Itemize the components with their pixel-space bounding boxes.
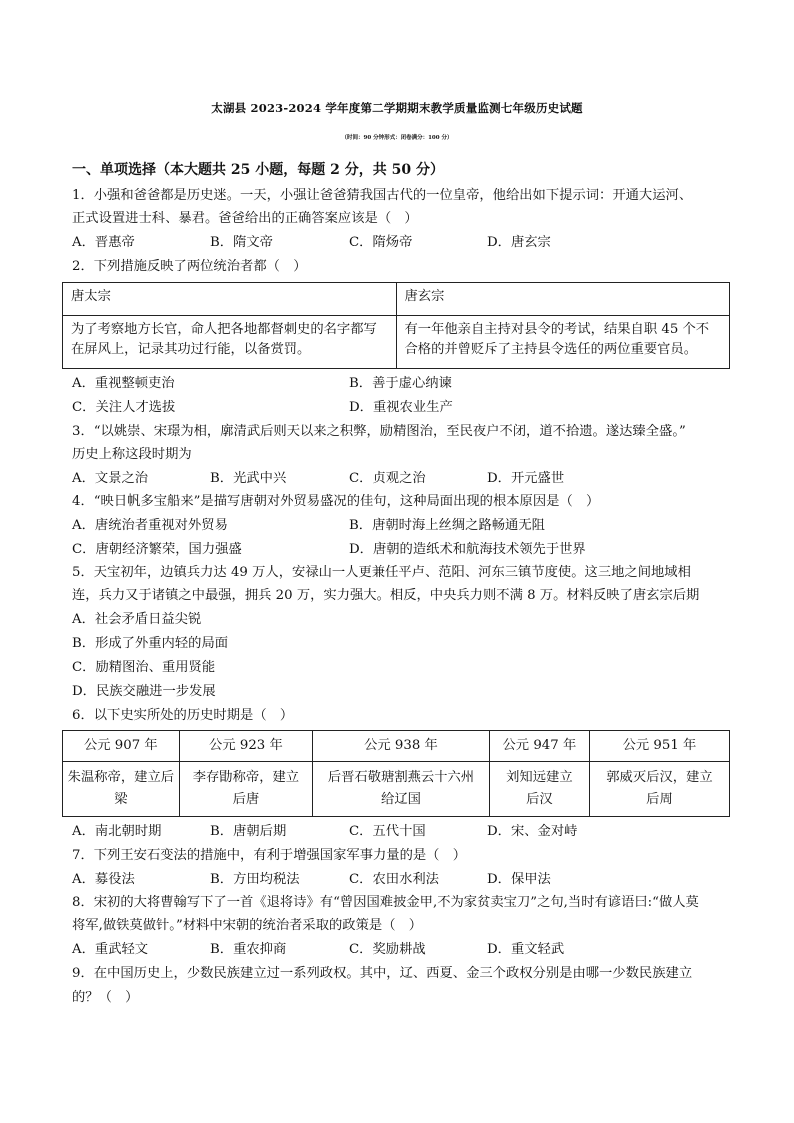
option-c: C．五代十国: [349, 824, 426, 839]
option-a: A．社会矛盾日益尖锐: [72, 612, 202, 627]
question-text: 6．以下史实所处的历史时期是（ ）: [72, 708, 294, 723]
option-b: B．隋文帝: [210, 235, 273, 250]
event-cell: [589, 762, 729, 817]
option-d: D．重文轻武: [487, 942, 565, 957]
event-text: 后唐: [232, 792, 260, 807]
question-text: 2．下列措施反映了两位统治者都（ ）: [72, 259, 307, 274]
question-text: 9．在中国历史上，少数民族建立过一系列政权。其中，辽、西夏、金三个政权分别是由哪一少数民族建立: [72, 966, 693, 981]
table-row: [63, 316, 730, 369]
question-text: 正式设置进士科、暴君。爸爸给出的正确答案应该是（ ）: [72, 211, 418, 226]
option-d: D．唐玄宗: [487, 235, 551, 250]
option-a: A．唐统治者重视对外贸易: [72, 518, 228, 533]
section-heading: 一、单项选择（本大题共 25 小题，每题 2 分，共 50 分）: [72, 162, 444, 178]
option-d: D．唐朝的造纸术和航海技术领先于世界: [349, 542, 586, 557]
option-d: D．保甲法: [487, 872, 551, 887]
question-text: 4．“映日帆多宝船来”是描写唐朝对外贸易盛况的佳句，这种局面出现的根本原因是（ ）: [72, 494, 600, 509]
question-text: 3．“以姚崇、宋璟为相，廓清武后则天以来之积弊，励精图治，至民夜户不闭，道不拾遗。遂达臻全盛。”: [72, 424, 686, 439]
year-cell: 公元 923 年: [179, 731, 312, 762]
event-text: 刘知远建立: [506, 770, 573, 785]
table-row: [63, 731, 730, 762]
year-cell: 公元 907 年: [63, 731, 180, 762]
event-text: 梁: [114, 792, 128, 807]
option-c: C．隋炀帝: [349, 235, 413, 250]
question-text: 历史上称这段时期为: [72, 447, 192, 462]
option-c: C．励精图治、重用贤能: [72, 660, 216, 675]
option-a: A．重武轻文: [72, 942, 149, 957]
table-row: [63, 762, 730, 817]
question-text: 8．宋初的大将曹翰写下了一首《退将诗》有“曾因国难披金甲,不为家贫卖宝刀”之句,当时有谚语曰:“做人莫: [72, 895, 699, 910]
year-cell: 公元 938 年: [313, 731, 490, 762]
option-c: C．贞观之治: [349, 471, 426, 486]
question-text: 将军,做铁莫做针。”材料中宋朝的统治者采取的政策是（ ）: [72, 918, 423, 933]
option-c: C．奖励耕战: [349, 942, 426, 957]
table-header-cell: 唐玄宗: [396, 283, 730, 316]
timeline-table: [62, 730, 730, 817]
event-cell: [489, 762, 589, 817]
option-c: C．唐朝经济繁荣，国力强盛: [72, 542, 242, 557]
table-cell: 有一年他亲自主持对县令的考试，结果自职 45 个不合格的并曾贬斥了主持县令选任的两位重要官员。: [396, 316, 730, 369]
option-a: A．南北朝时期: [72, 824, 162, 839]
table-cell: 为了考察地方长官，命人把各地都督刺史的名字都写在屏风上，记录其功过行能，以备赏罚。: [63, 316, 397, 369]
option-b: B．方田均税法: [210, 872, 300, 887]
option-d: D．重视农业生产: [349, 400, 453, 415]
table-header-cell: 唐太宗: [63, 283, 397, 316]
exam-title: 太湖县 2023-2024 学年度第二学期期末教学质量监测七年级历史试题: [211, 101, 583, 115]
option-b: B．重农抑商: [210, 942, 287, 957]
option-a: A．募役法: [72, 872, 135, 887]
year-cell: 公元 951 年: [589, 731, 729, 762]
option-a: A．重视整顿吏治: [72, 376, 175, 391]
event-text: 后晋石敬瑭割燕云十六州: [327, 770, 475, 785]
option-b: B．形成了外重内轻的局面: [72, 636, 229, 651]
question-text: 的？（ ）: [72, 990, 139, 1005]
question-text: 5．天宝初年，边镇兵力达 49 万人，安禄山一人更兼任平卢、范阳、河东三镇节度使。这三地之间地域相: [72, 565, 691, 580]
question-text: 1．小强和爸爸都是历史迷。一天，小强让爸爸猜我国古代的一位皇帝，他给出如下提示词：开通大运河、: [72, 188, 693, 203]
option-a: A．晋惠帝: [72, 235, 135, 250]
option-b: B．唐朝后期: [210, 824, 287, 839]
event-text: 郭威灭后汉，建立: [606, 770, 713, 785]
option-c: C．关注人才选拔: [72, 400, 176, 415]
question-text: 连，兵力又于诸镇之中最强，拥兵 20 万，实力强大。相反，中央兵力则不满 8 万。材料反映了唐玄宗后期: [72, 588, 700, 603]
year-cell: 公元 947 年: [489, 731, 589, 762]
option-c: C．农田水利法: [349, 872, 439, 887]
question-text: 7．下列王安石变法的措施中，有利于增强国家军事力量的是（ ）: [72, 848, 467, 863]
option-a: A．文景之治: [72, 471, 149, 486]
option-b: B．唐朝时海上丝绸之路畅通无阻: [349, 518, 545, 533]
table-row: [63, 283, 730, 316]
event-cell: [313, 762, 490, 817]
option-b: B．善于虚心纳谏: [349, 376, 452, 391]
exam-subtitle: （时间：90 分钟形式：闭卷满分：100 分）: [341, 135, 453, 141]
option-b: B．光武中兴: [210, 471, 287, 486]
event-text: 后周: [646, 792, 673, 807]
comparison-table: [62, 282, 730, 369]
event-text: 给辽国: [381, 792, 421, 807]
event-text: 李存勖称帝，建立: [192, 770, 300, 785]
event-cell: [179, 762, 312, 817]
event-text: 朱温称帝，建立后: [67, 770, 175, 785]
option-d: D．开元盛世: [487, 471, 565, 486]
option-d: D．民族交融进一步发展: [72, 684, 216, 699]
option-d: D．宋、金对峙: [487, 824, 578, 839]
event-text: 后汉: [526, 792, 553, 807]
event-cell: [63, 762, 180, 817]
